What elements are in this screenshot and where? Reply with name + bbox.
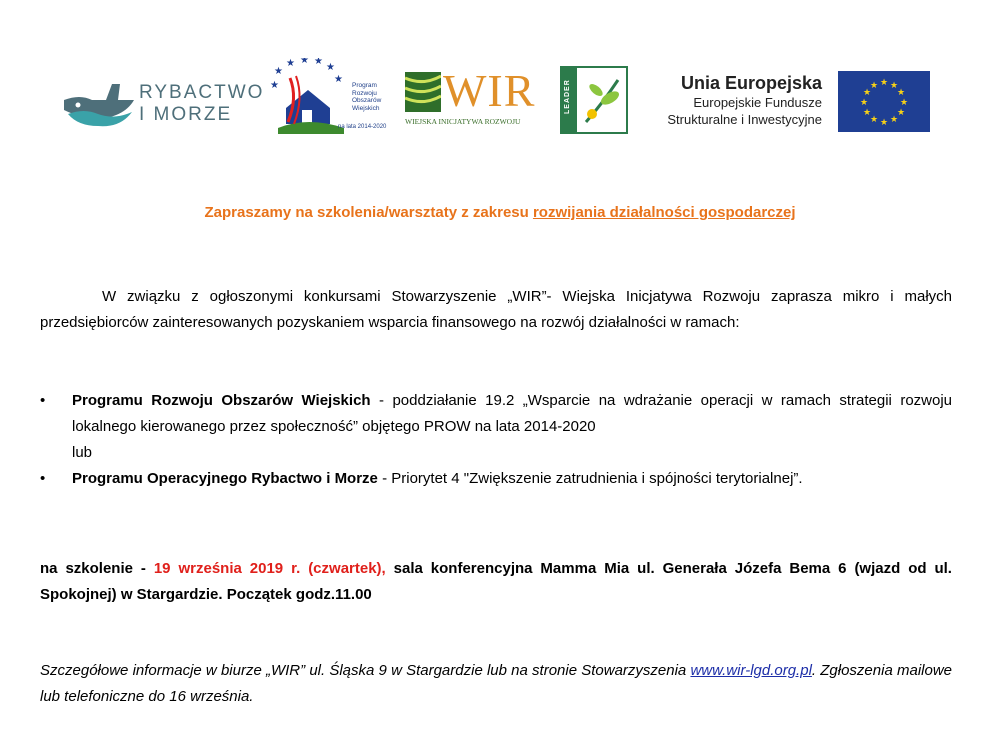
svg-text:★: ★ bbox=[300, 58, 309, 66]
leader-logo bbox=[560, 66, 628, 134]
prow-logo bbox=[268, 58, 398, 138]
svg-text:★: ★ bbox=[334, 74, 343, 85]
svg-text:★: ★ bbox=[869, 80, 879, 90]
eu-title: Unia Europejska bbox=[680, 73, 822, 93]
program-description: - Priorytet 4 "Zwiększenie zatrudnienia i spójności terytorialnej”. bbox=[377, 470, 803, 487]
info-text: Szczegółowe informacje w biurze „WIR” ul. Śląska 9 w Stargardzie lub na stronie Stowarzyszenia bbox=[40, 662, 691, 679]
wir-logo bbox=[405, 65, 547, 132]
info-after: . Zgłoszenia mailowe lub telefoniczne do 16 września. bbox=[40, 662, 952, 705]
svg-text:★: ★ bbox=[899, 97, 909, 107]
event-prefix: na szkolenie - bbox=[40, 560, 154, 577]
rybactwo-logo bbox=[62, 74, 265, 130]
heading-underlined: rozwijania działalności gospodarczej bbox=[532, 204, 796, 221]
prow-line: Program bbox=[352, 82, 377, 89]
event-details bbox=[40, 556, 952, 608]
rybactwo-line1: RYBACTWO bbox=[139, 82, 265, 103]
intro-text: W związku z ogłoszonymi konkursami Stowarzyszenie „WIR”- Wiejska Inicjatywa Rozwoju zaprasza mikro i małych przedsiębiorców zainteresowanych pozyskaniem wsparcia finansowego na rozwój działalności w ramach: bbox=[40, 288, 952, 331]
fish-boat-icon bbox=[62, 74, 136, 130]
wir-word: WIR bbox=[443, 65, 536, 116]
svg-text:★: ★ bbox=[862, 107, 872, 117]
prow-text bbox=[352, 82, 381, 112]
prow-line: Rozwoju bbox=[352, 89, 377, 97]
leader-word: LEADER bbox=[564, 79, 571, 114]
heading-prefix: Zapraszamy na szkolenia/warsztaty z zakresu bbox=[204, 204, 533, 221]
bullet-dot: • bbox=[40, 470, 46, 487]
prow-line: Obszarów bbox=[352, 97, 382, 104]
website-link[interactable]: www.wir-lgd.org.pl bbox=[690, 662, 812, 679]
eu-subtitle-2: Strukturalne i Inwestycyjne bbox=[667, 112, 822, 127]
leader-strip bbox=[562, 68, 577, 132]
svg-text:★: ★ bbox=[859, 97, 869, 107]
list-item bbox=[40, 388, 952, 440]
svg-text:★: ★ bbox=[889, 114, 899, 124]
page-heading bbox=[0, 204, 1000, 221]
svg-text:★: ★ bbox=[274, 66, 283, 77]
event-location: sala konferencyjna Mamma Mia ul. Generała Józefa Bema 6 (wjazd od ul. Spokojnej) w Stargardzie. Początek godz.11.00 bbox=[40, 560, 952, 603]
program-name: Programu Operacyjnego Rybactwo i Morze bbox=[72, 470, 378, 487]
eu-flag-icon bbox=[838, 71, 930, 132]
logo-row bbox=[0, 58, 1000, 142]
bullet-dot: • bbox=[40, 392, 46, 409]
svg-text:★: ★ bbox=[286, 58, 295, 69]
rybactwo-line2: I MORZE bbox=[139, 104, 233, 125]
svg-text:★: ★ bbox=[879, 77, 889, 87]
svg-text:★: ★ bbox=[326, 62, 335, 73]
intro-paragraph bbox=[40, 284, 952, 336]
wir-emblem-icon bbox=[405, 72, 441, 112]
prow-line: Wiejskich bbox=[352, 104, 380, 112]
svg-text:★: ★ bbox=[862, 87, 872, 97]
svg-text:★: ★ bbox=[889, 80, 899, 90]
eu-text-block bbox=[642, 72, 822, 128]
prow-years: na lata 2014-2020 bbox=[338, 124, 387, 130]
svg-text:★: ★ bbox=[896, 87, 906, 97]
svg-text:★: ★ bbox=[896, 107, 906, 117]
program-list bbox=[40, 388, 952, 492]
leader-plant-icon bbox=[580, 74, 624, 126]
eu-subtitle-1: Europejskie Fundusze bbox=[693, 95, 822, 110]
wir-subtitle: WIEJSKA INICJATYWA ROZWOJU bbox=[405, 117, 521, 126]
svg-text:★: ★ bbox=[879, 117, 889, 127]
svg-text:★: ★ bbox=[314, 58, 323, 67]
svg-text:★: ★ bbox=[270, 80, 279, 91]
event-date: 19 września 2019 r. (czwartek), bbox=[153, 560, 386, 577]
or-separator: lub bbox=[72, 444, 93, 461]
program-name: Programu Rozwoju Obszarów Wiejskich bbox=[72, 392, 371, 409]
info-paragraph bbox=[40, 658, 952, 710]
rybactwo-text bbox=[139, 82, 264, 126]
eu-stars-icon bbox=[838, 71, 930, 132]
list-item bbox=[40, 466, 952, 492]
program-description: - poddziałanie 19.2 „Wsparcie na wdrażanie operacji w ramach strategii rozwoju lokalnego kierowanego przez społeczność” objętego PROW na lata 2014-2020 bbox=[72, 392, 953, 435]
svg-text:★: ★ bbox=[869, 114, 879, 124]
